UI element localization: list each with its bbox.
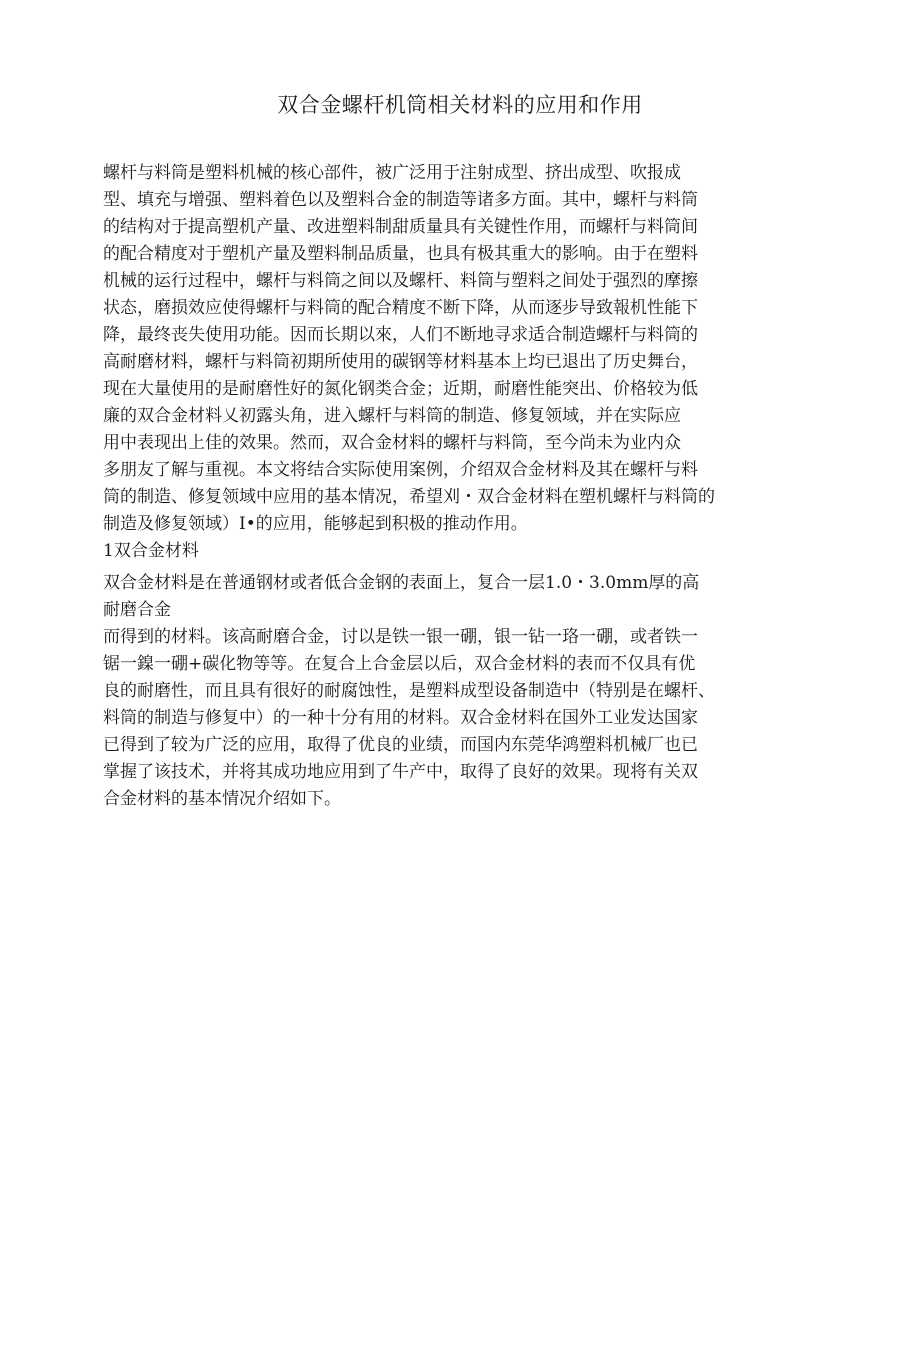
paragraph-line: 锯一鎳一硼+碳化物等等。在复合上合金层以后，双合金材料的表而不仅具有优: [103, 654, 696, 674]
paragraph-line: 多朋友了解与重视。本文将结合实际使用案例，介绍双合金材料及其在螺杆与料: [103, 460, 698, 480]
paragraph-line: 高耐磨材料，螺杆与料筒初期所使用的碳钢等材料基本上均已退出了历史舞台，: [103, 352, 698, 372]
paragraph-line: 耐磨合金: [103, 600, 171, 620]
paragraph-line: 的配合精度对于塑机产量及塑料制品质量，也具有极其重大的影响。由于在塑料: [103, 244, 698, 264]
paragraph-line: 制造及修复领域）I•的应用，能够起到积极的推动作用。: [103, 514, 528, 534]
paragraph-line: 状态，磨损效应使得螺杆与料筒的配合精度不断下降，从而逐步导致報机性能下: [103, 298, 698, 318]
paragraph-line: 降，最终丧失使用功能。因而长期以來，人们不断地寻求适合制造螺杆与料筒的: [103, 325, 698, 345]
paragraph-line: 而得到的材料。该高耐磨合金，讨以是铁一银一硼，银一钻一珞一硼，或者铁一: [103, 627, 698, 647]
paragraph-line: 螺杆与料筒是塑料机械的核心部件，被广泛用于注射成型、挤出成型、吹报成: [103, 163, 681, 183]
paragraph-line: 双合金材料是在普通钢材或者低合金钢的表面上，复合一层1.0・3.0mm厚的高: [103, 573, 700, 593]
section-heading: [103, 538, 823, 565]
paragraph-line: 良的耐磨性，而且具有很好的耐腐蚀性，是塑料成型设备制造中（特别是在螺杆、: [103, 681, 715, 701]
paragraph-line: 已得到了较为广泛的应用，取得了优良的业绩，而国内东莞华鸿塑料机械厂也已: [103, 735, 698, 755]
paragraph-line: 料筒的制造与修复中）的一种十分有用的材料。双合金材料在国外工业发达国家: [103, 708, 698, 728]
paragraph-line: 机械的运行过程中，螺杆与料筒之间以及螺杆、料筒与塑料之间处于强烈的摩擦: [103, 271, 698, 291]
paragraph-line: 筒的制造、修复领域中应用的基本情况，希望刈・双合金材料在塑机螺杆与料筒的: [103, 487, 715, 507]
section-heading-text: 1双合金材料: [103, 541, 199, 561]
paragraph-line: 的结构对于提高塑机产量、改进塑料制甜质量具有关键性作用，而螺杆与料筒间: [103, 217, 698, 237]
paragraph-line: 合金材料的基本情况介绍如下。: [103, 789, 341, 809]
paragraph-line: 用中表现出上佳的效果。然而，双合金材料的螺杆与料筒，至今尚未为业内众: [103, 433, 681, 453]
paragraph-line: 掌握了该技术，并将其成功地应用到了牛产中，取得了良好的效果。现将有关双: [103, 762, 698, 782]
document-title: 双合金螺杆机筒相关材料的应用和作用: [277, 93, 643, 117]
intro-paragraph: [103, 160, 823, 538]
paragraph-line: 型、填充与增强、塑料着色以及塑料合金的制造等诸多方面。其中，螺杆与料筒: [103, 190, 698, 210]
paragraph-line: 现在大量使用的是耐磨性好的氮化钢类合金；近期，耐磨性能突出、价格较为低: [103, 379, 698, 399]
section-paragraph: [103, 570, 823, 813]
paragraph-line: 廉的双合金材料乂初露头角，进入螺杆与料筒的制造、修复领域，并在实际应: [103, 406, 681, 426]
